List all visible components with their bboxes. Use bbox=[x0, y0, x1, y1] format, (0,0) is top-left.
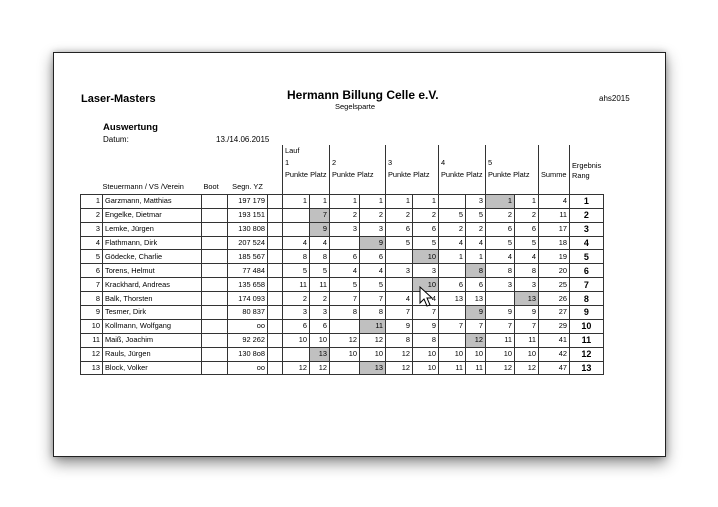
run-5-punkte: 5 bbox=[486, 236, 515, 250]
sail-number: 185 567 bbox=[228, 250, 268, 264]
spacer-cell bbox=[268, 292, 283, 306]
run-4-punkte bbox=[439, 264, 466, 278]
sailor-name: Block, Volker bbox=[103, 361, 202, 375]
run-1-punkte: 8 bbox=[283, 250, 310, 264]
spacer-cell bbox=[268, 306, 283, 320]
sail-number: 197 179 bbox=[228, 194, 268, 208]
table-row bbox=[81, 361, 604, 375]
run-5-platz: 6 bbox=[515, 222, 539, 236]
row-number: 12 bbox=[81, 347, 103, 361]
sailor-name: Krackhard, Andreas bbox=[103, 278, 202, 292]
run-1-header: Lauf 1 Punkte Platz bbox=[283, 145, 330, 181]
run-3-platz: 10 bbox=[413, 347, 439, 361]
boat-cell bbox=[202, 306, 228, 320]
run-1-platz: 13 bbox=[310, 347, 330, 361]
run-2-punkte bbox=[330, 319, 360, 333]
run-1-platz: 6 bbox=[310, 319, 330, 333]
run-3-punkte: 2 bbox=[386, 208, 413, 222]
run-2-header: 2 Punkte Platz bbox=[330, 145, 386, 181]
row-number: 11 bbox=[81, 333, 103, 347]
run-1-platz: 5 bbox=[310, 264, 330, 278]
header-row-runs bbox=[81, 145, 604, 181]
sailor-name: Lemke, Jürgen bbox=[103, 222, 202, 236]
row-number: 8 bbox=[81, 292, 103, 306]
run-4-platz: 5 bbox=[466, 208, 486, 222]
run-2-punkte: 7 bbox=[330, 292, 360, 306]
run-1-punkte: 1 bbox=[283, 194, 310, 208]
run-4-platz: 13 bbox=[466, 292, 486, 306]
spacer-cell bbox=[268, 222, 283, 236]
run-1-platz: 7 bbox=[310, 208, 330, 222]
run-1-platz: 4 bbox=[310, 236, 330, 250]
table-row bbox=[81, 222, 604, 236]
row-number: 1 bbox=[81, 194, 103, 208]
boat-cell bbox=[202, 292, 228, 306]
segn-header: Segn. YZ bbox=[232, 182, 263, 192]
run-1-punkte: 12 bbox=[283, 361, 310, 375]
run-2-platz: 9 bbox=[360, 236, 386, 250]
run-2-punkte: 4 bbox=[330, 264, 360, 278]
run-3-platz: 3 bbox=[413, 264, 439, 278]
run-2-punkte: 5 bbox=[330, 278, 360, 292]
boot-header: Boot bbox=[203, 182, 219, 192]
run-4-punkte: 11 bbox=[439, 361, 466, 375]
sail-number: 193 151 bbox=[228, 208, 268, 222]
run-5-platz: 1 bbox=[515, 194, 539, 208]
run-2-platz: 3 bbox=[360, 222, 386, 236]
sailor-name: Kollmann, Wolfgang bbox=[103, 319, 202, 333]
run-5-punkte: 11 bbox=[486, 333, 515, 347]
run-3-punkte: 5 bbox=[386, 236, 413, 250]
run-3-punkte: 6 bbox=[386, 222, 413, 236]
run-4-platz: 4 bbox=[466, 236, 486, 250]
run-1-platz: 11 bbox=[310, 278, 330, 292]
run-2-platz: 5 bbox=[360, 278, 386, 292]
header-row-fields bbox=[81, 181, 604, 194]
sail-number: oo bbox=[228, 319, 268, 333]
spacer-cell bbox=[268, 319, 283, 333]
run-2-punkte: 3 bbox=[330, 222, 360, 236]
run-1-punkte: 4 bbox=[283, 236, 310, 250]
club-title: Hermann Billung Celle e.V. bbox=[287, 88, 439, 102]
run-3-punkte: 3 bbox=[386, 264, 413, 278]
rang-cell: 4 bbox=[570, 236, 604, 250]
rang-cell: 9 bbox=[570, 306, 604, 320]
run-1-platz: 10 bbox=[310, 333, 330, 347]
boat-cell bbox=[202, 208, 228, 222]
run-2-punkte: 12 bbox=[330, 333, 360, 347]
spacer-cell bbox=[268, 278, 283, 292]
rang-cell: 5 bbox=[570, 250, 604, 264]
row-number: 10 bbox=[81, 319, 103, 333]
run-5-platz: 4 bbox=[515, 250, 539, 264]
summe-cell: 41 bbox=[539, 333, 570, 347]
row-number: 4 bbox=[81, 236, 103, 250]
run-1-punkte bbox=[283, 208, 310, 222]
run-1-punkte: 6 bbox=[283, 319, 310, 333]
rang-cell: 7 bbox=[570, 278, 604, 292]
sailor-name: Flathmann, Dirk bbox=[103, 236, 202, 250]
sailor-name: Tesmer, Dirk bbox=[103, 306, 202, 320]
run-3-platz: 1 bbox=[413, 194, 439, 208]
run-4-punkte: 7 bbox=[439, 319, 466, 333]
run-3-platz: 5 bbox=[413, 236, 439, 250]
run-4-platz: 2 bbox=[466, 222, 486, 236]
spacer-cell bbox=[268, 264, 283, 278]
run-3-punkte: 9 bbox=[386, 319, 413, 333]
summe-cell: 4 bbox=[539, 194, 570, 208]
run-5-header: 5 Punkte Platz bbox=[486, 145, 539, 181]
event-title: Laser-Masters bbox=[81, 93, 156, 105]
run-5-punkte bbox=[486, 292, 515, 306]
run-3-platz: 8 bbox=[413, 333, 439, 347]
run-3-platz: 6 bbox=[413, 222, 439, 236]
rang-cell: 10 bbox=[570, 319, 604, 333]
run-1-platz: 12 bbox=[310, 361, 330, 375]
run-5-punkte: 6 bbox=[486, 222, 515, 236]
run-2-platz: 8 bbox=[360, 306, 386, 320]
rang-cell: 2 bbox=[570, 208, 604, 222]
rang-cell: 1 bbox=[570, 194, 604, 208]
sailor-name: Gödecke, Charlie bbox=[103, 250, 202, 264]
run-4-platz: 10 bbox=[466, 347, 486, 361]
row-number: 13 bbox=[81, 361, 103, 375]
summe-header: Summe bbox=[539, 145, 570, 181]
run-3-punkte: 4 bbox=[386, 292, 413, 306]
run-5-platz: 12 bbox=[515, 361, 539, 375]
sail-number: 207 524 bbox=[228, 236, 268, 250]
sail-number: 80 837 bbox=[228, 306, 268, 320]
sail-number: 130 808 bbox=[228, 222, 268, 236]
run-4-platz: 8 bbox=[466, 264, 486, 278]
run-4-platz: 6 bbox=[466, 278, 486, 292]
boat-cell bbox=[202, 347, 228, 361]
run-5-platz: 7 bbox=[515, 319, 539, 333]
summe-cell: 18 bbox=[539, 236, 570, 250]
run-5-platz: 8 bbox=[515, 264, 539, 278]
run-1-punkte: 10 bbox=[283, 333, 310, 347]
spacer-cell bbox=[268, 347, 283, 361]
run-4-punkte bbox=[439, 194, 466, 208]
boat-cell bbox=[202, 278, 228, 292]
run-2-platz: 1 bbox=[360, 194, 386, 208]
boat-cell bbox=[202, 333, 228, 347]
ergebnis-rang-header: Ergebnis Rang bbox=[570, 145, 604, 181]
run-4-platz: 12 bbox=[466, 333, 486, 347]
run-3-platz: 10 bbox=[413, 250, 439, 264]
date-label: Datum: bbox=[103, 135, 129, 144]
spacer-cell bbox=[268, 194, 283, 208]
rang-cell: 12 bbox=[570, 347, 604, 361]
run-5-platz: 10 bbox=[515, 347, 539, 361]
summe-cell: 42 bbox=[539, 347, 570, 361]
table-row bbox=[81, 278, 604, 292]
row-number: 5 bbox=[81, 250, 103, 264]
row-number: 6 bbox=[81, 264, 103, 278]
run-5-punkte: 1 bbox=[486, 194, 515, 208]
run-5-punkte: 3 bbox=[486, 278, 515, 292]
spacer-cell bbox=[268, 333, 283, 347]
rang-cell: 8 bbox=[570, 292, 604, 306]
summe-cell: 20 bbox=[539, 264, 570, 278]
run-2-platz: 11 bbox=[360, 319, 386, 333]
run-3-platz: 10 bbox=[413, 361, 439, 375]
spacer-cell bbox=[268, 208, 283, 222]
run-5-punkte: 12 bbox=[486, 361, 515, 375]
spacer-cell bbox=[268, 361, 283, 375]
run-3-punkte: 12 bbox=[386, 347, 413, 361]
run-1-punkte bbox=[283, 222, 310, 236]
boat-cell bbox=[202, 222, 228, 236]
table-row bbox=[81, 236, 604, 250]
run-3-punkte: 7 bbox=[386, 306, 413, 320]
run-5-platz: 11 bbox=[515, 333, 539, 347]
run-4-platz: 9 bbox=[466, 306, 486, 320]
run-4-punkte bbox=[439, 333, 466, 347]
table-row bbox=[81, 319, 604, 333]
sailor-name: Garzmann, Matthias bbox=[103, 194, 202, 208]
boat-cell bbox=[202, 319, 228, 333]
spreadsheet-page bbox=[53, 52, 666, 457]
run-2-platz: 13 bbox=[360, 361, 386, 375]
summe-cell: 27 bbox=[539, 306, 570, 320]
run-4-punkte: 4 bbox=[439, 236, 466, 250]
run-5-punkte: 2 bbox=[486, 208, 515, 222]
sailor-name: Maiß, Joachim bbox=[103, 333, 202, 347]
boat-cell bbox=[202, 236, 228, 250]
run-5-punkte: 9 bbox=[486, 306, 515, 320]
run-4-punkte bbox=[439, 306, 466, 320]
mouse-cursor-icon bbox=[419, 286, 433, 308]
sail-number: oo bbox=[228, 361, 268, 375]
boat-cell bbox=[202, 250, 228, 264]
table-row bbox=[81, 208, 604, 222]
sailor-name: Engelke, Dietmar bbox=[103, 208, 202, 222]
run-2-punkte bbox=[330, 361, 360, 375]
boat-cell bbox=[202, 361, 228, 375]
row-number: 3 bbox=[81, 222, 103, 236]
summe-cell: 17 bbox=[539, 222, 570, 236]
spacer-cell bbox=[268, 250, 283, 264]
run-1-punkte: 3 bbox=[283, 306, 310, 320]
rang-cell: 11 bbox=[570, 333, 604, 347]
row-number: 9 bbox=[81, 306, 103, 320]
run-4-header: 4 Punkte Platz bbox=[439, 145, 486, 181]
date-value: 13./14.06.2015 bbox=[216, 135, 270, 144]
run-5-punkte: 7 bbox=[486, 319, 515, 333]
run-3-punkte bbox=[386, 250, 413, 264]
run-3-header: 3 Punkte Platz bbox=[386, 145, 439, 181]
run-4-platz: 7 bbox=[466, 319, 486, 333]
run-3-platz: 10 bbox=[413, 278, 439, 292]
run-3-platz: 9 bbox=[413, 319, 439, 333]
run-4-platz: 1 bbox=[466, 250, 486, 264]
run-4-punkte: 2 bbox=[439, 222, 466, 236]
run-2-platz: 7 bbox=[360, 292, 386, 306]
run-3-platz: 2 bbox=[413, 208, 439, 222]
run-3-punkte: 8 bbox=[386, 333, 413, 347]
boat-cell bbox=[202, 194, 228, 208]
run-1-punkte: 5 bbox=[283, 264, 310, 278]
summe-cell: 47 bbox=[539, 361, 570, 375]
run-5-platz: 3 bbox=[515, 278, 539, 292]
run-2-platz: 12 bbox=[360, 333, 386, 347]
rang-cell: 6 bbox=[570, 264, 604, 278]
run-2-punkte: 6 bbox=[330, 250, 360, 264]
run-5-punkte: 10 bbox=[486, 347, 515, 361]
run-5-platz: 5 bbox=[515, 236, 539, 250]
run-1-punkte: 2 bbox=[283, 292, 310, 306]
run-4-punkte: 5 bbox=[439, 208, 466, 222]
run-2-punkte: 8 bbox=[330, 306, 360, 320]
run-1-platz: 1 bbox=[310, 194, 330, 208]
run-3-punkte bbox=[386, 278, 413, 292]
table-row bbox=[81, 333, 604, 347]
run-4-punkte: 6 bbox=[439, 278, 466, 292]
run-2-platz: 6 bbox=[360, 250, 386, 264]
run-2-platz: 10 bbox=[360, 347, 386, 361]
results-table bbox=[80, 145, 604, 375]
table-row bbox=[81, 264, 604, 278]
sail-number: 130 8o8 bbox=[228, 347, 268, 361]
run-5-punkte: 8 bbox=[486, 264, 515, 278]
run-1-punkte: 11 bbox=[283, 278, 310, 292]
sailor-name: Torens, Helmut bbox=[103, 264, 202, 278]
sail-number: 92 262 bbox=[228, 333, 268, 347]
run-1-platz: 9 bbox=[310, 222, 330, 236]
summe-cell: 11 bbox=[539, 208, 570, 222]
sailor-name: Balk, Thorsten bbox=[103, 292, 202, 306]
run-4-punkte: 13 bbox=[439, 292, 466, 306]
rang-cell: 3 bbox=[570, 222, 604, 236]
boat-cell bbox=[202, 264, 228, 278]
sail-number: 135 658 bbox=[228, 278, 268, 292]
rang-cell: 13 bbox=[570, 361, 604, 375]
row-number: 7 bbox=[81, 278, 103, 292]
run-2-punkte: 10 bbox=[330, 347, 360, 361]
run-3-platz: 4 bbox=[413, 292, 439, 306]
run-1-platz: 3 bbox=[310, 306, 330, 320]
run-2-platz: 4 bbox=[360, 264, 386, 278]
club-subtitle: Segelsparte bbox=[335, 102, 376, 111]
sail-number: 77 484 bbox=[228, 264, 268, 278]
table-row bbox=[81, 306, 604, 320]
run-2-punkte: 2 bbox=[330, 208, 360, 222]
run-2-punkte bbox=[330, 236, 360, 250]
event-code: ahs2015 bbox=[599, 94, 630, 103]
run-5-platz: 9 bbox=[515, 306, 539, 320]
run-5-platz: 13 bbox=[515, 292, 539, 306]
run-1-platz: 8 bbox=[310, 250, 330, 264]
run-2-punkte: 1 bbox=[330, 194, 360, 208]
table-row bbox=[81, 292, 604, 306]
run-1-platz: 2 bbox=[310, 292, 330, 306]
summe-cell: 19 bbox=[539, 250, 570, 264]
run-3-platz: 7 bbox=[413, 306, 439, 320]
run-2-platz: 2 bbox=[360, 208, 386, 222]
run-5-punkte: 4 bbox=[486, 250, 515, 264]
table-row bbox=[81, 347, 604, 361]
run-4-punkte: 10 bbox=[439, 347, 466, 361]
sailor-name: Rauls, Jürgen bbox=[103, 347, 202, 361]
run-3-punkte: 1 bbox=[386, 194, 413, 208]
table-row bbox=[81, 194, 604, 208]
table-row bbox=[81, 250, 604, 264]
run-1-punkte bbox=[283, 347, 310, 361]
row-number: 2 bbox=[81, 208, 103, 222]
steuermann-header: Steuermann / VS /Verein bbox=[102, 182, 184, 192]
sail-number: 174 093 bbox=[228, 292, 268, 306]
run-4-punkte: 1 bbox=[439, 250, 466, 264]
run-4-platz: 3 bbox=[466, 194, 486, 208]
run-4-platz: 11 bbox=[466, 361, 486, 375]
run-5-platz: 2 bbox=[515, 208, 539, 222]
summe-cell: 26 bbox=[539, 292, 570, 306]
summe-cell: 29 bbox=[539, 319, 570, 333]
section-title: Auswertung bbox=[103, 122, 158, 133]
run-3-punkte: 12 bbox=[386, 361, 413, 375]
summe-cell: 25 bbox=[539, 278, 570, 292]
spacer-cell bbox=[268, 236, 283, 250]
